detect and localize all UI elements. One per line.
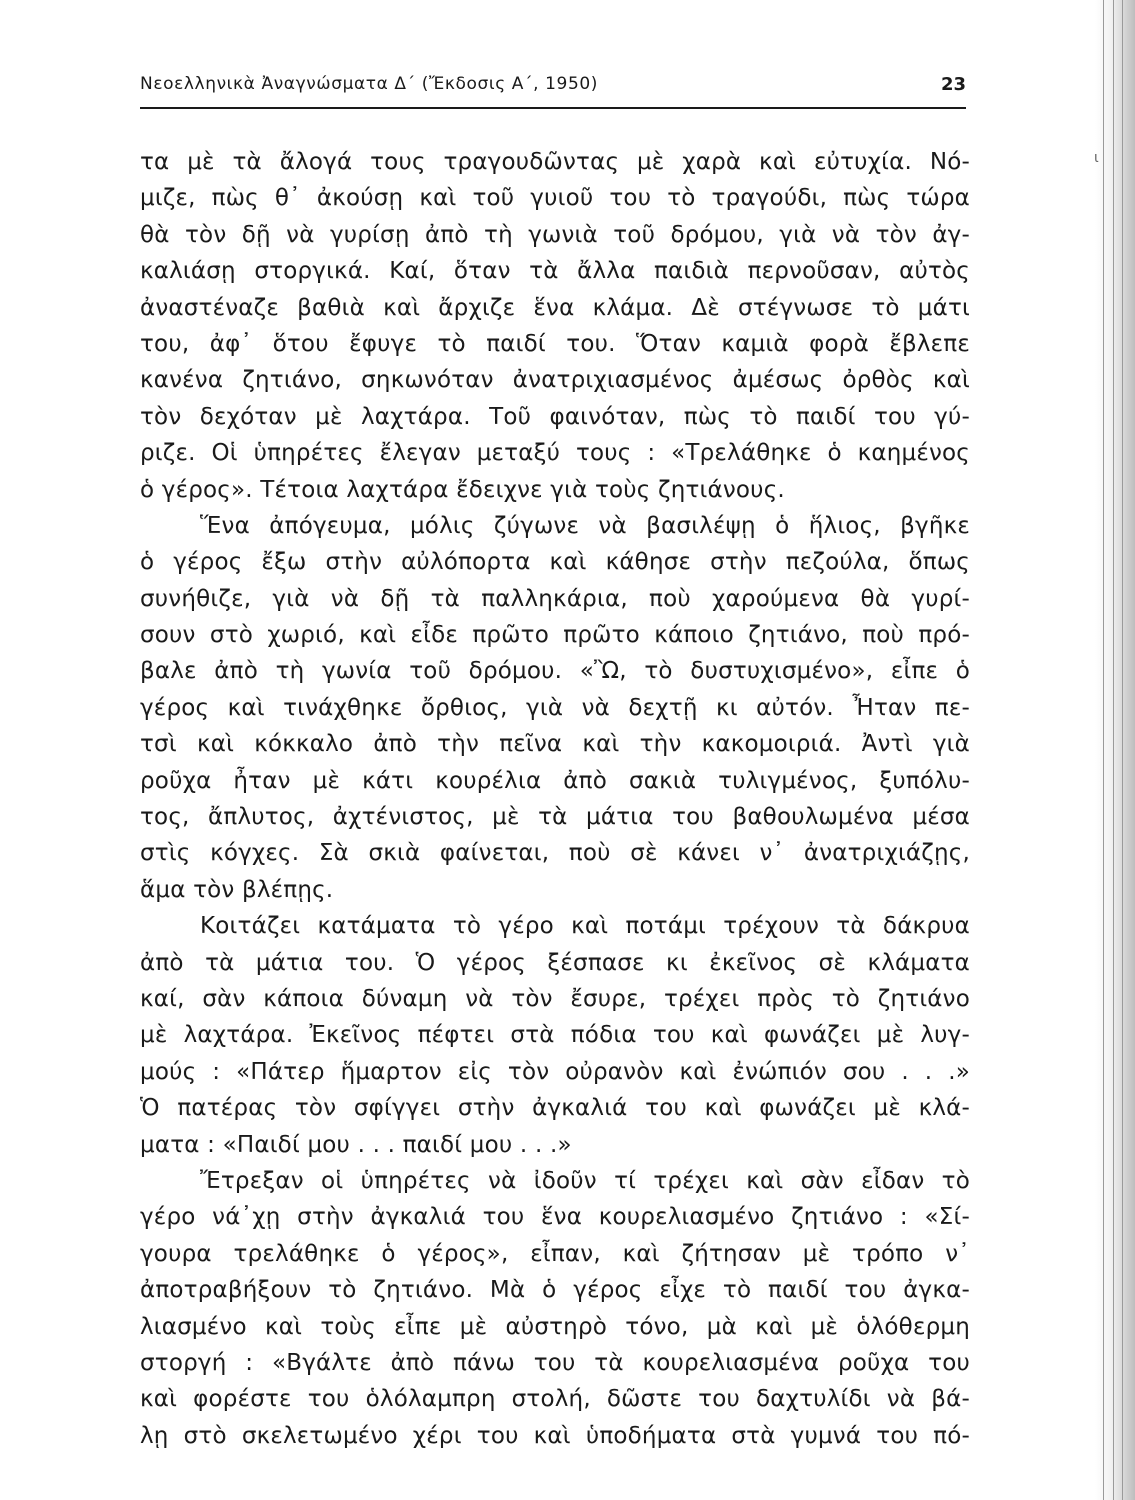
text-line: γουρα τρελάθηκε ὁ γέρος», εἶπαν, καὶ ζήτησαν μὲ τρόπο ν᾿ <box>140 1240 970 1267</box>
text-line: στὶς κόγχες. Σὰ σκιὰ φαίνεται, ποὺ σὲ κάνει ν᾿ ἀνατριχιάζῃς, <box>140 840 970 867</box>
page-edge-line <box>1122 0 1123 1500</box>
text-line: ριζε. Οἱ ὑπηρέτες ἔλεγαν μεταξύ τους : «Τρελάθηκε ὁ καημένος <box>140 440 970 467</box>
header-rule <box>140 107 966 109</box>
text-line: Ἔτρεξαν οἱ ὑπηρέτες νὰ ἰδοῦν τί τρέχει καὶ σὰν εἶδαν τὸ <box>200 1167 970 1194</box>
text-line: θὰ τὸν δῇ νὰ γυρίσῃ ἀπὸ τὴ γωνιὰ τοῦ δρόμου, γιὰ νὰ τὸν ἀγ- <box>140 221 970 248</box>
text-line: ὁ γέρος». Τέτοια λαχτάρα ἔδειχνε γιὰ τοὺς ζητιάνους. <box>140 476 785 503</box>
text-line: ἀπὸ τὰ μάτια του. Ὁ γέρος ξέσπασε κι ἐκεῖνος σὲ κλάματα <box>140 949 970 976</box>
text-line: κανένα ζητιάνο, σηκωνόταν ἀνατριχιασμένος ἀμέσως ὀρθὸς καὶ <box>140 367 970 394</box>
text-line: ἀποτραβήξουν τὸ ζητιάνο. Μὰ ὁ γέρος εἶχε τὸ παιδί του ἀγκα- <box>140 1277 970 1304</box>
text-line: μὲ λαχτάρα. Ἐκεῖνος πέφτει στὰ πόδια του καὶ φωνάζει μὲ λυγ- <box>140 1022 970 1049</box>
text-line: λῃ στὸ σκελετωμένο χέρι του καὶ ὑποδήματα στὰ γυμνά του πό- <box>140 1422 970 1449</box>
text-line: τος, ἄπλυτος, ἀχτένιστος, μὲ τὰ μάτια του βαθουλωμένα μέσα <box>140 804 970 831</box>
text-line: του, ἀφ᾿ ὅτου ἔφυγε τὸ παιδί του. Ὅταν καμιὰ φορὰ ἔβλεπε <box>140 330 970 357</box>
text-line: σουν στὸ χωριό, καὶ εἶδε πρῶτο πρῶτο κάποιο ζητιάνο, ποὺ πρό- <box>140 622 970 649</box>
text-line: Κοιτάζει κατάματα τὸ γέρο καὶ ποτάμι τρέχουν τὰ δάκρυα <box>200 913 970 940</box>
text-line: βαλε ἀπὸ τὴ γωνία τοῦ δρόμου. «Ὢ, τὸ δυστυχισμένο», εἶπε ὁ <box>140 658 970 685</box>
text-line: ροῦχα ἦταν μὲ κάτι κουρέλια ἀπὸ σακιὰ τυλιγμένος, ξυπόλυ- <box>140 767 970 794</box>
text-line: καί, σὰν κάποια δύναμη νὰ τὸν ἔσυρε, τρέχει πρὸς τὸ ζητιάνο <box>140 985 970 1012</box>
text-line: στοργή : «Βγάλτε ἀπὸ πάνω του τὰ κουρελιασμένα ροῦχα του <box>140 1349 970 1376</box>
body-text <box>140 144 970 1454</box>
text-line: τσὶ καὶ κόκκαλο ἀπὸ τὴν πεῖνα καὶ τὴν κακομοιριά. Ἀντὶ γιὰ <box>140 731 970 758</box>
text-line: Ὁ πατέρας τὸν σφίγγει στὴν ἀγκαλιά του καὶ φωνάζει μὲ κλά- <box>140 1095 970 1122</box>
text-line: καὶ φορέστε του ὁλόλαμπρη στολή, δῶστε του δαχτυλίδι νὰ βά- <box>140 1386 970 1413</box>
page-edge-shadow <box>1095 0 1135 1500</box>
margin-mark: ι <box>1094 150 1099 166</box>
text-line: ἅμα τὸν βλέπῃς. <box>140 876 334 903</box>
text-line: τὸν δεχόταν μὲ λαχτάρα. Τοῦ φαινόταν, πὼς τὸ παιδί του γύ- <box>140 403 970 430</box>
header-title: Νεοελληνικὰ Ἀναγνώσματα Δ΄ (Ἔκδοσις Α΄, 1950) <box>140 74 599 94</box>
text-line: ματα : «Παιδί μου . . . παιδί μου . . .» <box>140 1131 572 1158</box>
text-line: Ἕνα ἀπόγευμα, μόλις ζύγωνε νὰ βασιλέψῃ ὁ ἥλιος, βγῆκε <box>200 512 970 539</box>
text-line: ὁ γέρος ἔξω στὴν αὐλόπορτα καὶ κάθησε στὴν πεζούλα, ὅπως <box>140 549 970 576</box>
page-edge-line <box>1113 0 1114 1500</box>
text-line: μούς : «Πάτερ ἥμαρτον εἰς τὸν οὐρανὸν καὶ ἐνώπιόν σου . . .» <box>140 1058 970 1085</box>
page-edge-line <box>1103 0 1104 1500</box>
text-line: καλιάσῃ στοργικά. Καί, ὅταν τὰ ἄλλα παιδιὰ περνοῦσαν, αὐτὸς <box>140 258 970 285</box>
running-header <box>140 74 966 100</box>
text-line: ἀναστέναζε βαθιὰ καὶ ἄρχιζε ἕνα κλάμα. Δὲ στέγνωσε τὸ μάτι <box>140 294 970 321</box>
text-line: συνήθιζε, γιὰ νὰ δῇ τὰ παλληκάρια, ποὺ χαρούμενα θὰ γυρί- <box>140 585 970 612</box>
text-line: γέρο νά᾿χῃ στὴν ἀγκαλιά του ἕνα κουρελιασμένο ζητιάνο : «Σί- <box>140 1204 970 1231</box>
text-line: λιασμένο καὶ τοὺς εἶπε μὲ αὐστηρὸ τόνο, μὰ καὶ μὲ ὁλόθερμη <box>140 1313 970 1340</box>
text-line: μιζε, πὼς θ᾿ ἀκούσῃ καὶ τοῦ γυιοῦ του τὸ τραγούδι, πὼς τώρα <box>140 185 970 212</box>
text-line: γέρος καὶ τινάχθηκε ὄρθιος, γιὰ νὰ δεχτῇ κι αὐτόν. Ἦταν πε- <box>140 694 970 721</box>
text-line: τα μὲ τὰ ἄλογά τους τραγουδῶντας μὲ χαρὰ καὶ εὐτυχία. Νό- <box>140 149 970 175</box>
page-number: 23 <box>940 74 966 95</box>
